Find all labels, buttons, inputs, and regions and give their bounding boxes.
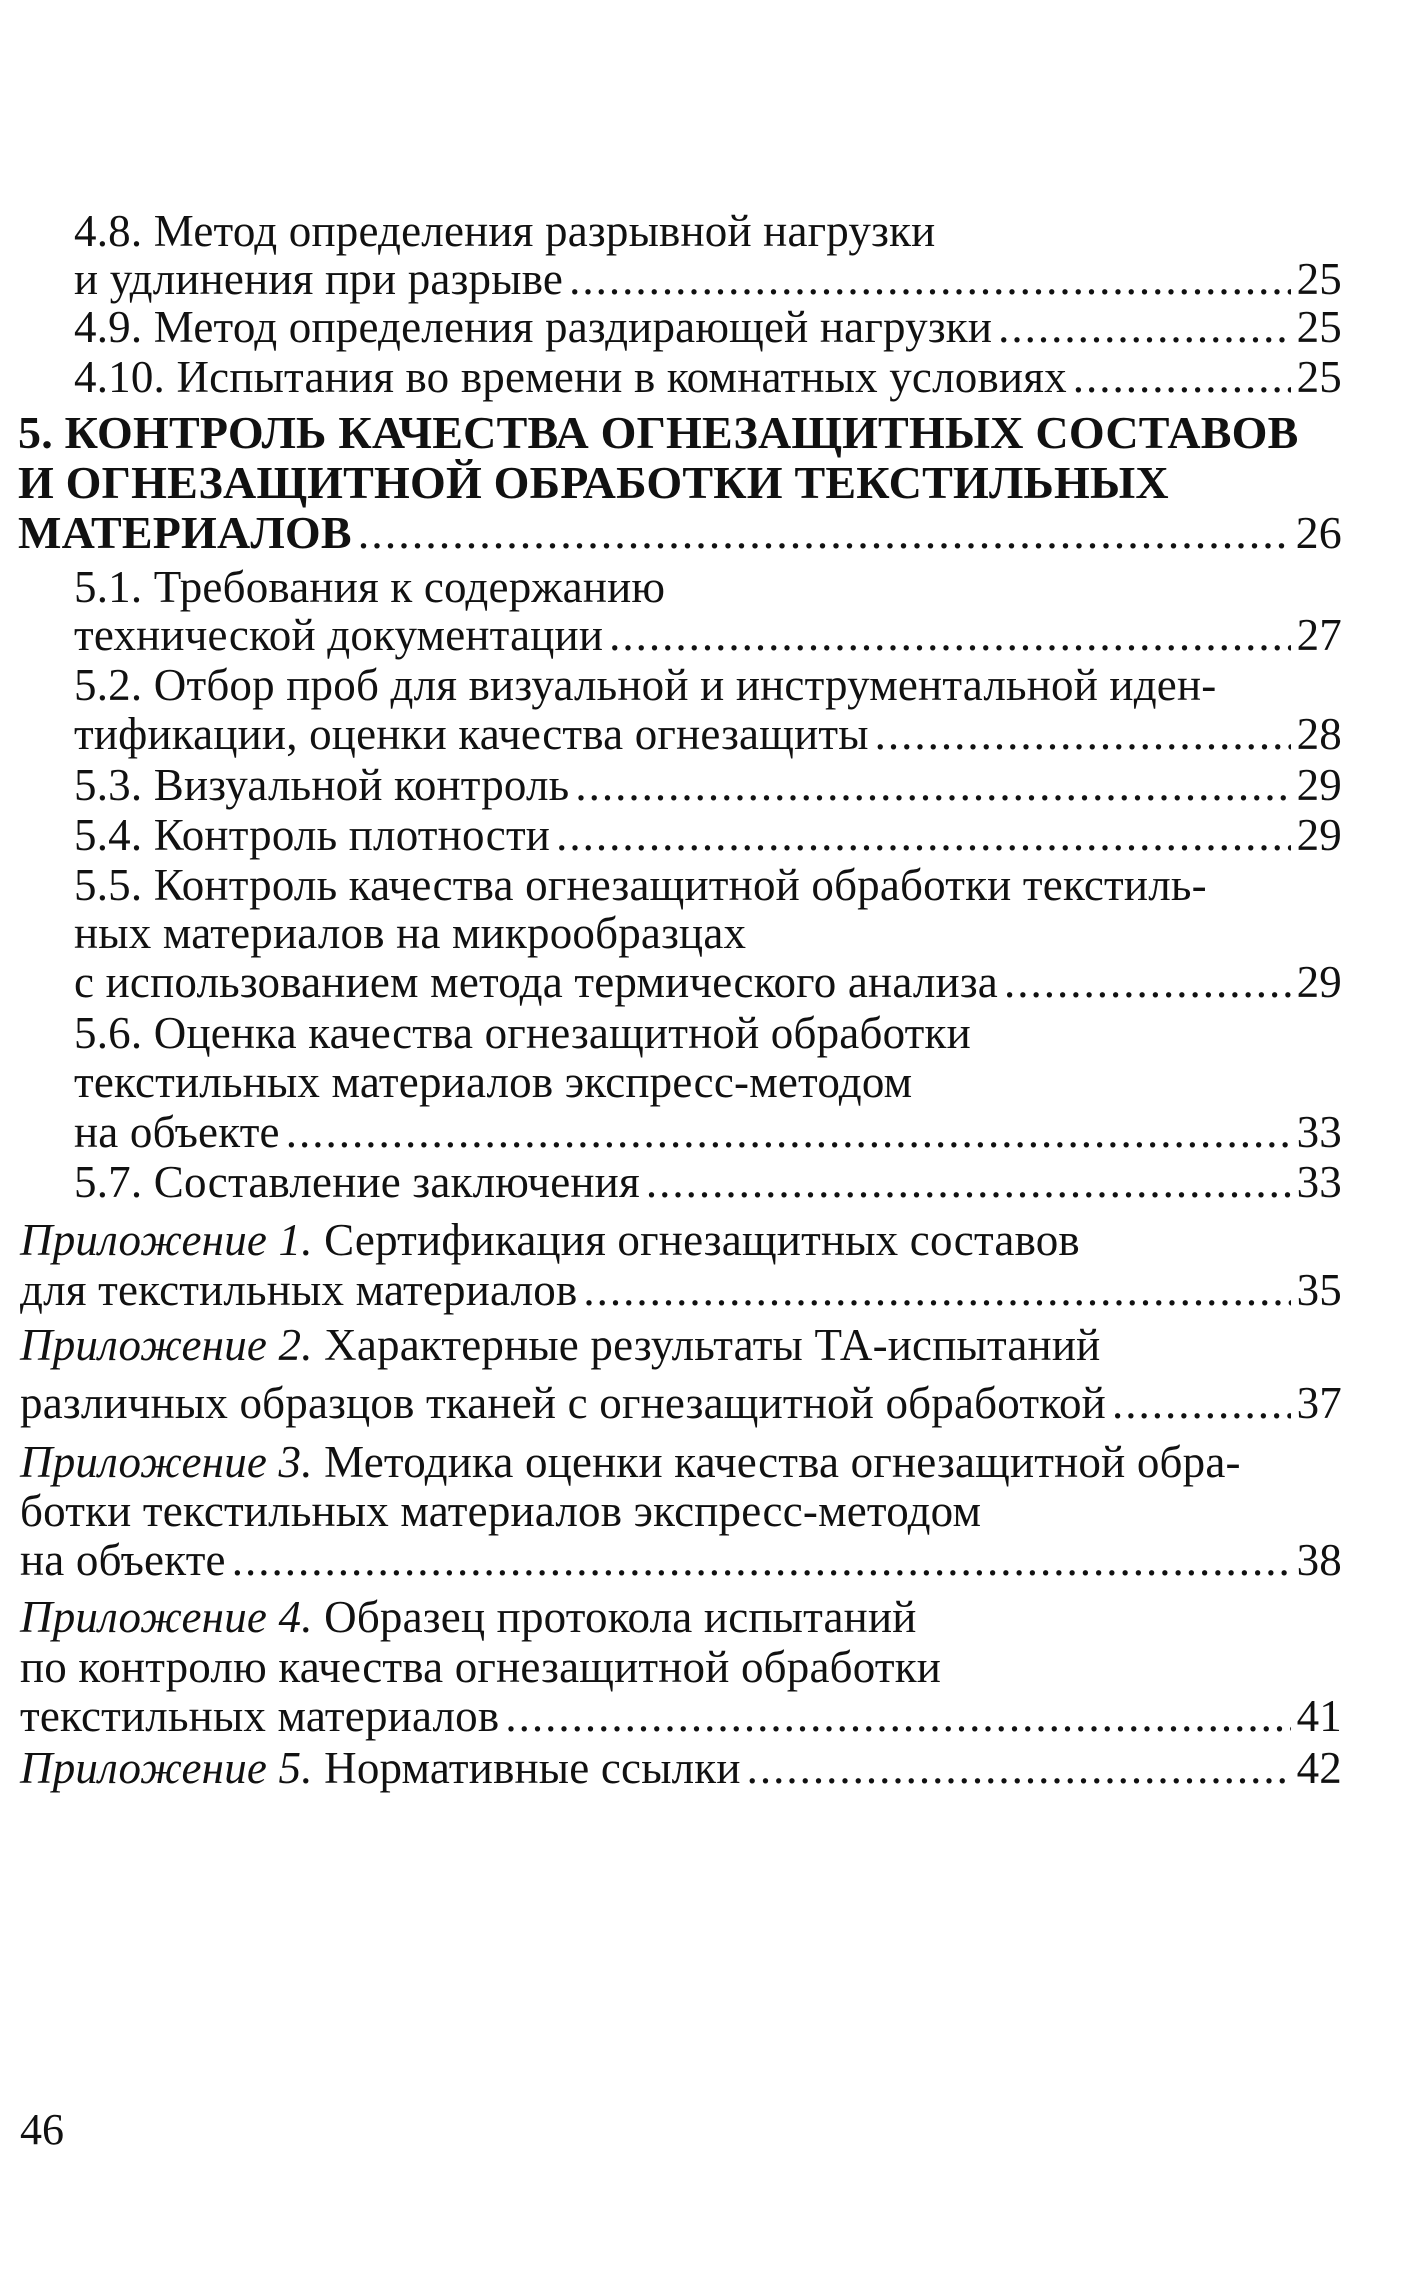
toc-page-number: 25 bbox=[1296, 302, 1342, 352]
dot-leader bbox=[998, 305, 1290, 350]
toc-page-number: 29 bbox=[1296, 760, 1342, 810]
toc-page-number: 37 bbox=[1296, 1378, 1342, 1428]
toc-text: И ОГНЕЗАЩИТНОЙ ОБРАБОТКИ ТЕКСТИЛЬНЫХ bbox=[18, 457, 1169, 508]
toc-line bbox=[20, 1265, 1342, 1315]
toc-page-number: 33 bbox=[1296, 1107, 1342, 1157]
toc-text: Характерные результаты ТА-испытаний bbox=[312, 1320, 1101, 1370]
toc-text: текстильных материалов bbox=[20, 1691, 500, 1741]
toc-text: ных материалов на микрообразцах bbox=[74, 908, 747, 958]
toc-text: 4.10. Испытания во времени в комнатных условиях bbox=[74, 352, 1067, 402]
toc-line bbox=[74, 610, 1342, 660]
toc-page-number: 27 bbox=[1296, 610, 1342, 660]
toc-text: на объекте bbox=[74, 1107, 280, 1157]
toc-line bbox=[74, 1057, 913, 1107]
toc-appendix-line bbox=[20, 1320, 1101, 1370]
dot-leader bbox=[569, 257, 1291, 302]
toc-line bbox=[74, 206, 936, 256]
toc-line bbox=[74, 1008, 971, 1058]
toc-line bbox=[74, 352, 1342, 402]
appendix-label: Приложение 2. bbox=[20, 1320, 313, 1370]
toc-text: 4.9. Метод определения раздирающей нагрузки bbox=[74, 302, 993, 352]
appendix-label: Приложение 1. bbox=[20, 1215, 313, 1265]
toc-appendix-line bbox=[20, 1743, 1342, 1793]
appendix-label: Приложение 4. bbox=[20, 1592, 313, 1642]
toc-text: по контролю качества огнезащитной обработки bbox=[20, 1642, 942, 1692]
toc-text: и удлинения при разрыве bbox=[74, 254, 564, 304]
toc-text: тификации, оценки качества огнезащиты bbox=[74, 709, 869, 759]
toc-line bbox=[74, 562, 666, 612]
dot-leader bbox=[358, 510, 1290, 556]
dot-leader bbox=[1004, 960, 1291, 1005]
toc-section-heading bbox=[18, 507, 1342, 558]
toc-appendix-line bbox=[20, 1215, 1080, 1265]
toc-page-number: 26 bbox=[1295, 507, 1342, 558]
toc-text: Сертификация огнезащитных составов bbox=[312, 1215, 1080, 1265]
toc-page-number: 41 bbox=[1296, 1691, 1342, 1741]
toc-text: на объекте bbox=[20, 1535, 226, 1585]
toc-text: 5.4. Контроль плотности bbox=[74, 810, 551, 860]
toc-page-number: 28 bbox=[1296, 709, 1342, 759]
toc-line bbox=[74, 1107, 1342, 1157]
toc-text: 5.5. Контроль качества огнезащитной обработки текстиль- bbox=[74, 860, 1207, 910]
dot-leader bbox=[875, 712, 1291, 757]
toc-text: 5.1. Требования к содержанию bbox=[74, 562, 666, 612]
toc-line bbox=[74, 1157, 1342, 1207]
toc-appendix-line bbox=[20, 1592, 917, 1642]
toc-page-number: 33 bbox=[1296, 1157, 1342, 1207]
toc-text: Методика оценки качества огнезащитной обра- bbox=[312, 1437, 1241, 1487]
toc-page-number: 25 bbox=[1296, 254, 1342, 304]
toc-text: текстильных материалов экспресс-методом bbox=[74, 1057, 913, 1107]
dot-leader bbox=[747, 1746, 1291, 1791]
dot-leader bbox=[556, 813, 1291, 858]
dot-leader bbox=[286, 1110, 1291, 1155]
toc-text: 4.8. Метод определения разрывной нагрузки bbox=[74, 206, 936, 256]
toc-line bbox=[74, 957, 1342, 1007]
toc-line bbox=[74, 860, 1207, 910]
dot-leader bbox=[646, 1160, 1291, 1205]
appendix-label: Приложение 3. bbox=[20, 1437, 313, 1487]
toc-text: Нормативные ссылки bbox=[312, 1743, 741, 1793]
dot-leader bbox=[575, 763, 1290, 808]
toc-line bbox=[20, 1378, 1342, 1428]
toc-page-number: 35 bbox=[1296, 1265, 1342, 1315]
toc-line bbox=[74, 709, 1342, 759]
toc-line bbox=[20, 1486, 982, 1536]
toc-text: ботки текстильных материалов экспресс-методом bbox=[20, 1486, 982, 1536]
dot-leader bbox=[609, 613, 1290, 658]
toc-line bbox=[20, 1535, 1342, 1585]
toc-text: Образец протокола испытаний bbox=[312, 1592, 917, 1642]
toc-section-heading bbox=[18, 457, 1169, 508]
toc-page-number: 29 bbox=[1296, 957, 1342, 1007]
toc-appendix-line bbox=[20, 1437, 1241, 1487]
toc-line bbox=[20, 1691, 1342, 1741]
dot-leader bbox=[583, 1268, 1290, 1313]
toc-text: 5.7. Составление заключения bbox=[74, 1157, 640, 1207]
page-number: 46 bbox=[20, 2105, 64, 2154]
toc-text: 5.6. Оценка качества огнезащитной обработки bbox=[74, 1008, 971, 1058]
dot-leader bbox=[232, 1538, 1291, 1583]
toc-text: 5.2. Отбор проб для визуальной и инструментальной иден- bbox=[74, 660, 1217, 710]
toc-section-heading bbox=[18, 407, 1299, 458]
toc-line bbox=[74, 908, 747, 958]
toc-text: 5. КОНТРОЛЬ КАЧЕСТВА ОГНЕЗАЩИТНЫХ СОСТАВОВ bbox=[18, 407, 1299, 458]
toc-line bbox=[74, 760, 1342, 810]
toc-page-number: 38 bbox=[1296, 1535, 1342, 1585]
toc-text: с использованием метода термического анализа bbox=[74, 957, 998, 1007]
toc-text: для текстильных материалов bbox=[20, 1265, 578, 1315]
dot-leader bbox=[1112, 1381, 1291, 1426]
toc-page-number: 25 bbox=[1296, 352, 1342, 402]
toc-text: различных образцов тканей с огнезащитной обработкой bbox=[20, 1378, 1106, 1428]
toc-page-number: 29 bbox=[1296, 810, 1342, 860]
toc-line bbox=[20, 1642, 942, 1692]
appendix-label: Приложение 5. bbox=[20, 1743, 313, 1793]
toc-line bbox=[74, 302, 1342, 352]
toc-line bbox=[74, 254, 1342, 304]
toc-page-number: 42 bbox=[1296, 1743, 1342, 1793]
toc-text: МАТЕРИАЛОВ bbox=[18, 507, 352, 558]
dot-leader bbox=[505, 1694, 1290, 1739]
toc-line bbox=[74, 810, 1342, 860]
dot-leader bbox=[1073, 355, 1291, 400]
toc-text: технической документации bbox=[74, 610, 604, 660]
toc-text: 5.3. Визуальной контроль bbox=[74, 760, 570, 810]
toc-line bbox=[74, 660, 1217, 710]
